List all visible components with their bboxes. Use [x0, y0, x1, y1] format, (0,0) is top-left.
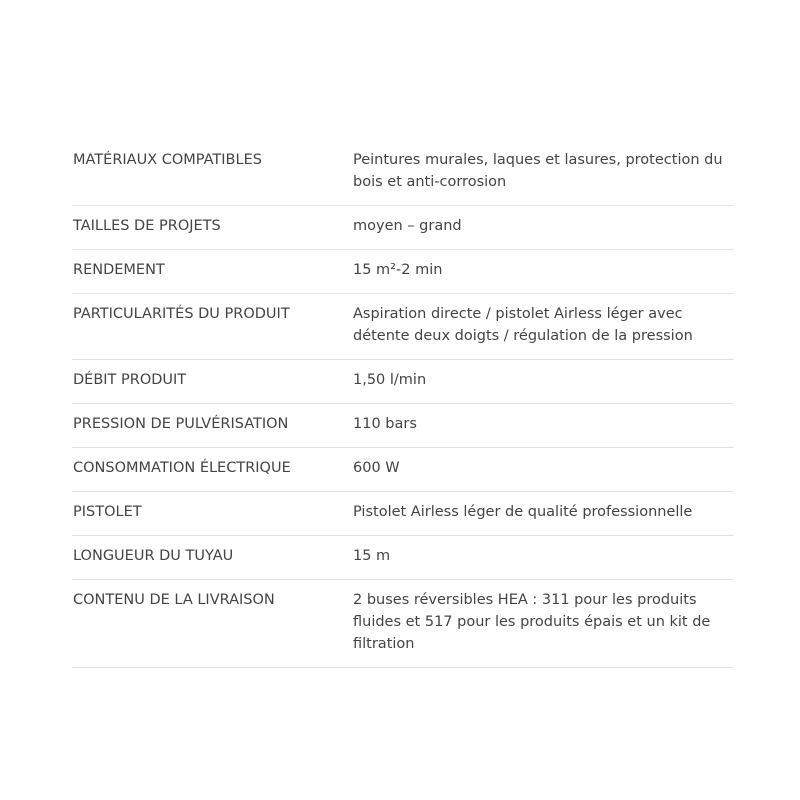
spec-label: PARTICULARITÉS DU PRODUIT: [72, 294, 353, 360]
spec-label: MATÉRIAUX COMPATIBLES: [72, 140, 353, 206]
spec-value: 15 m²-2 min: [353, 250, 734, 294]
spec-value: 2 buses réversibles HEA : 311 pour les produits fluides et 517 pour les produits épais et un kit de filtration: [353, 580, 734, 668]
spec-label: RENDEMENT: [72, 250, 353, 294]
spec-value: 110 bars: [353, 404, 734, 448]
table-row: [72, 536, 734, 580]
spec-label: TAILLES DE PROJETS: [72, 206, 353, 250]
spec-value: 600 W: [353, 448, 734, 492]
spec-value: 1,50 l/min: [353, 360, 734, 404]
table-row: [72, 360, 734, 404]
spec-value: 15 m: [353, 536, 734, 580]
spec-label: PRESSION DE PULVÉRISATION: [72, 404, 353, 448]
spec-value: moyen – grand: [353, 206, 734, 250]
spec-label: CONTENU DE LA LIVRAISON: [72, 580, 353, 668]
table-row: [72, 448, 734, 492]
spec-label: LONGUEUR DU TUYAU: [72, 536, 353, 580]
spec-label: DÉBIT PRODUIT: [72, 360, 353, 404]
spec-label: PISTOLET: [72, 492, 353, 536]
table-row: [72, 250, 734, 294]
table-row: [72, 492, 734, 536]
specs-table: [72, 140, 734, 668]
table-row: [72, 206, 734, 250]
table-row: [72, 140, 734, 206]
table-row: [72, 404, 734, 448]
spec-value: Peintures murales, laques et lasures, protection du bois et anti-corrosion: [353, 140, 734, 206]
spec-value: Aspiration directe / pistolet Airless léger avec détente deux doigts / régulation de la pression: [353, 294, 734, 360]
spec-value: Pistolet Airless léger de qualité professionnelle: [353, 492, 734, 536]
spec-label: CONSOMMATION ÉLECTRIQUE: [72, 448, 353, 492]
table-row: [72, 294, 734, 360]
table-row: [72, 580, 734, 668]
